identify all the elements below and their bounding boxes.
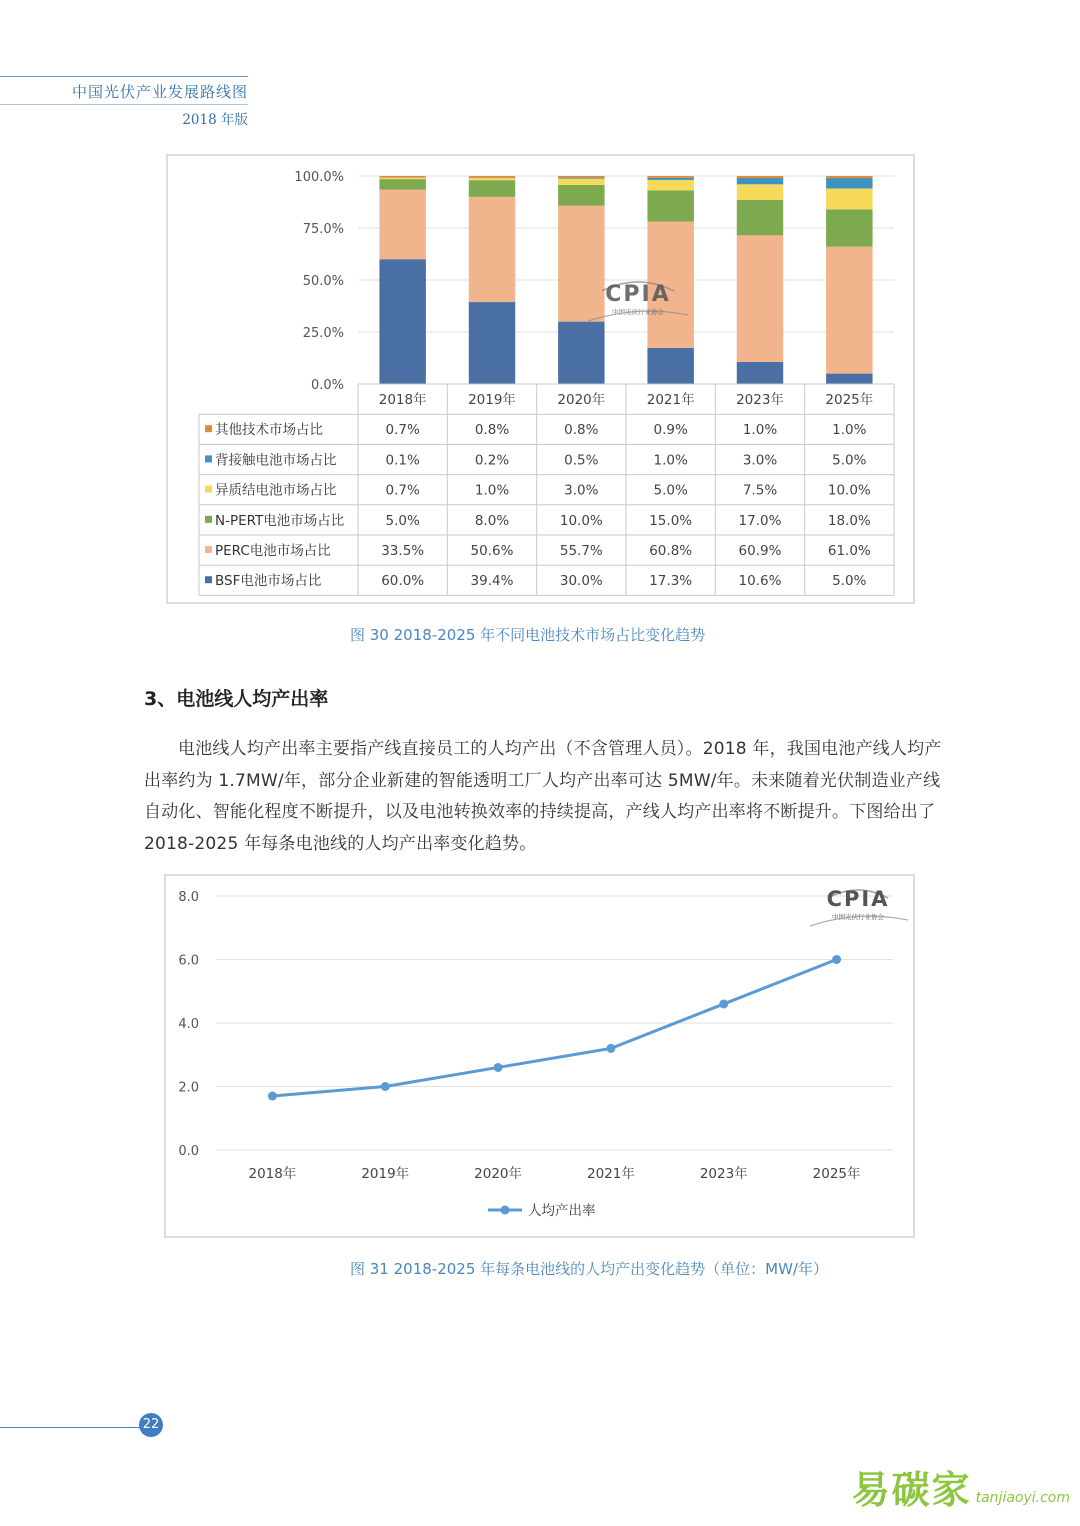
bar-segment [737,235,783,362]
figure30-caption: 图 30 2018-2025 年不同电池技术市场占比变化趋势 [350,626,706,644]
section-heading: 3、电池线人均产出率 [144,688,329,710]
table-cell-value: 50.6% [470,543,514,559]
y-tick-label: 75.0% [302,222,344,237]
table-cell-value: 0.8% [474,422,510,439]
table-cell-value: 5.0% [832,452,867,469]
x-category-label: 2020年 [557,392,606,408]
header-rule [0,76,248,77]
data-point [832,955,841,964]
bar-segment [558,206,604,322]
table-cell-value: 10.6% [738,573,782,590]
bar-segment [558,176,604,178]
bar-segment [379,259,425,384]
bar-segment [737,362,783,384]
y-tick-label: 100.0% [294,170,344,185]
x-category-label: 2019年 [361,1166,410,1182]
section-paragraph: 电池线人均产出率主要指产线直接员工的人均产出（不含管理人员）。2018 年，我国电池产线人均产出率约为 1.7MW/年，部分企业新建的智能透明工厂人均产出率可达 5MW/年。未来随着光伏制造业产线自动化、智能化程度不断提升，以及电池转换效率的持续提高，产线人均产出率将不断提升。下图给出了 2018-2025 年每条电池线的人均产出率变化趋势。 [144,739,942,854]
x-category-label: 2018年 [378,392,427,408]
data-point [381,1082,390,1091]
bar-segment [647,178,693,180]
bar-segment [737,176,783,178]
x-category-label: 2020年 [474,1166,523,1182]
y-tick-label: 2.0 [178,1080,199,1096]
bar-segment [826,247,872,374]
legend-swatch [205,516,212,523]
table-cell-value: 17.3% [649,573,693,590]
x-category-label: 2018年 [248,1166,297,1182]
bar-segment [737,184,783,200]
y-tick-label: 50.0% [302,274,344,289]
series-label: 异质结电池市场占比 [215,482,337,499]
series-label: BSF电池市场占比 [215,573,322,590]
bar-segment [379,178,425,179]
table-cell-value: 0.2% [474,452,510,469]
legend-swatch [205,576,212,583]
table-cell-value: 15.0% [649,512,693,529]
bar-segment [558,185,604,206]
figure30-box [166,154,915,604]
site-watermark [852,1459,1070,1514]
table-cell-value: 0.7% [385,422,420,439]
table-cell-value: 0.7% [385,482,420,499]
table-cell-value: 1.0% [742,422,778,439]
y-tick-label: 8.0 [178,890,199,905]
table-cell-value: 10.0% [827,482,871,499]
series-line [272,960,836,1097]
y-tick-label: 25.0% [302,326,344,341]
legend-swatch [205,425,212,432]
y-tick-label: 0.0 [178,1144,199,1159]
x-category-label: 2025年 [825,392,874,408]
legend-marker [501,1206,510,1215]
table-cell-value: 5.0% [832,573,867,590]
bar-segment [826,178,872,188]
figure31-caption: 图 31 2018-2025 年每条电池线的人均产出变化趋势（单位：MW/年） [350,1260,828,1278]
table-cell-value: 0.5% [564,452,599,469]
table-cell-value: 18.0% [827,512,871,529]
bar-segment [826,188,872,209]
table-cell-value: 1.0% [832,422,867,439]
bar-segment [737,178,783,184]
table-cell-value: 0.9% [653,422,688,439]
figure30-chart [168,156,913,602]
table-cell-value: 0.1% [385,452,420,469]
table-cell-value: 3.0% [564,482,599,499]
bar-segment [379,179,425,189]
figure31-chart [166,876,913,1236]
header-rule-secondary [0,104,248,105]
table-cell-value: 8.0% [474,512,510,529]
bar-segment [469,178,515,180]
y-tick-label: 6.0 [178,953,199,969]
data-point [268,1092,277,1101]
cpia-logo-text: CPIA [605,282,671,307]
table-cell-value: 1.0% [474,482,510,499]
table-cell-value: 33.5% [381,543,425,559]
bar-segment [469,180,515,197]
table-cell-value: 3.0% [742,452,778,469]
data-point [494,1063,503,1072]
bar-segment [558,322,604,384]
table-cell-value: 0.8% [564,422,599,439]
bar-segment [379,176,425,177]
bar-segment [469,302,515,384]
legend-swatch [205,546,212,553]
y-tick-label: 4.0 [178,1017,199,1032]
x-category-label: 2025年 [812,1166,861,1182]
site-watermark-domain: tanjiaoyi.com [975,1490,1070,1506]
series-label: 背接触电池市场占比 [215,452,337,469]
table-cell-value: 10.0% [559,512,603,529]
data-point [719,999,728,1008]
header-title: 中国光伏产业发展路线图 [71,83,248,101]
table-cell-value: 61.0% [827,543,871,559]
data-point [606,1044,615,1053]
table-cell-value: 1.0% [653,452,688,469]
bar-segment [558,178,604,179]
table-cell-value: 55.7% [559,543,603,559]
bar-segment [647,176,693,178]
y-tick-label: 0.0% [310,378,344,393]
bar-segment [647,180,693,190]
figure31-box [164,874,915,1238]
bar-segment [826,209,872,246]
table-cell-value: 5.0% [385,512,420,529]
legend-label: 人均产出率 [528,1203,596,1219]
header-edition: 2018 年版 [182,112,248,128]
table-cell-value: 30.0% [559,573,603,590]
x-category-label: 2019年 [468,392,516,408]
x-category-label: 2023年 [699,1166,748,1182]
x-category-label: 2023年 [736,392,784,408]
footer-rule [0,1427,142,1428]
bar-segment [558,179,604,185]
bar-segment [826,374,872,384]
legend-swatch [205,486,212,493]
table-cell-value: 7.5% [742,482,778,499]
table-cell-value: 17.0% [738,512,782,529]
table-cell-value: 60.0% [381,573,425,590]
cpia-logo-subtitle: 中国光伏行业协会 [832,913,884,921]
cpia-logo-text: CPIA [826,887,890,911]
bar-segment [379,190,425,260]
bar-segment [737,200,783,235]
legend-swatch [205,455,212,462]
series-label: N-PERT电池市场占比 [215,512,345,529]
bar-segment [469,197,515,302]
bar-segment [647,348,693,384]
table-cell-value: 5.0% [653,482,688,499]
bar-segment [469,176,515,178]
table-cell-value: 60.9% [738,543,782,559]
series-label: 其他技术市场占比 [215,422,323,439]
table-cell-value: 39.4% [470,573,514,590]
x-category-label: 2021年 [646,392,695,408]
table-cell-value: 60.8% [649,543,693,559]
page-number: 22 [139,1413,163,1437]
bar-segment [826,176,872,178]
cpia-logo-subtitle: 中国光伏行业协会 [612,308,664,316]
series-label: PERC电池市场占比 [215,543,331,559]
site-watermark-text: 易碳家 [851,1468,972,1512]
x-category-label: 2021年 [586,1166,635,1182]
bar-segment [647,190,693,221]
